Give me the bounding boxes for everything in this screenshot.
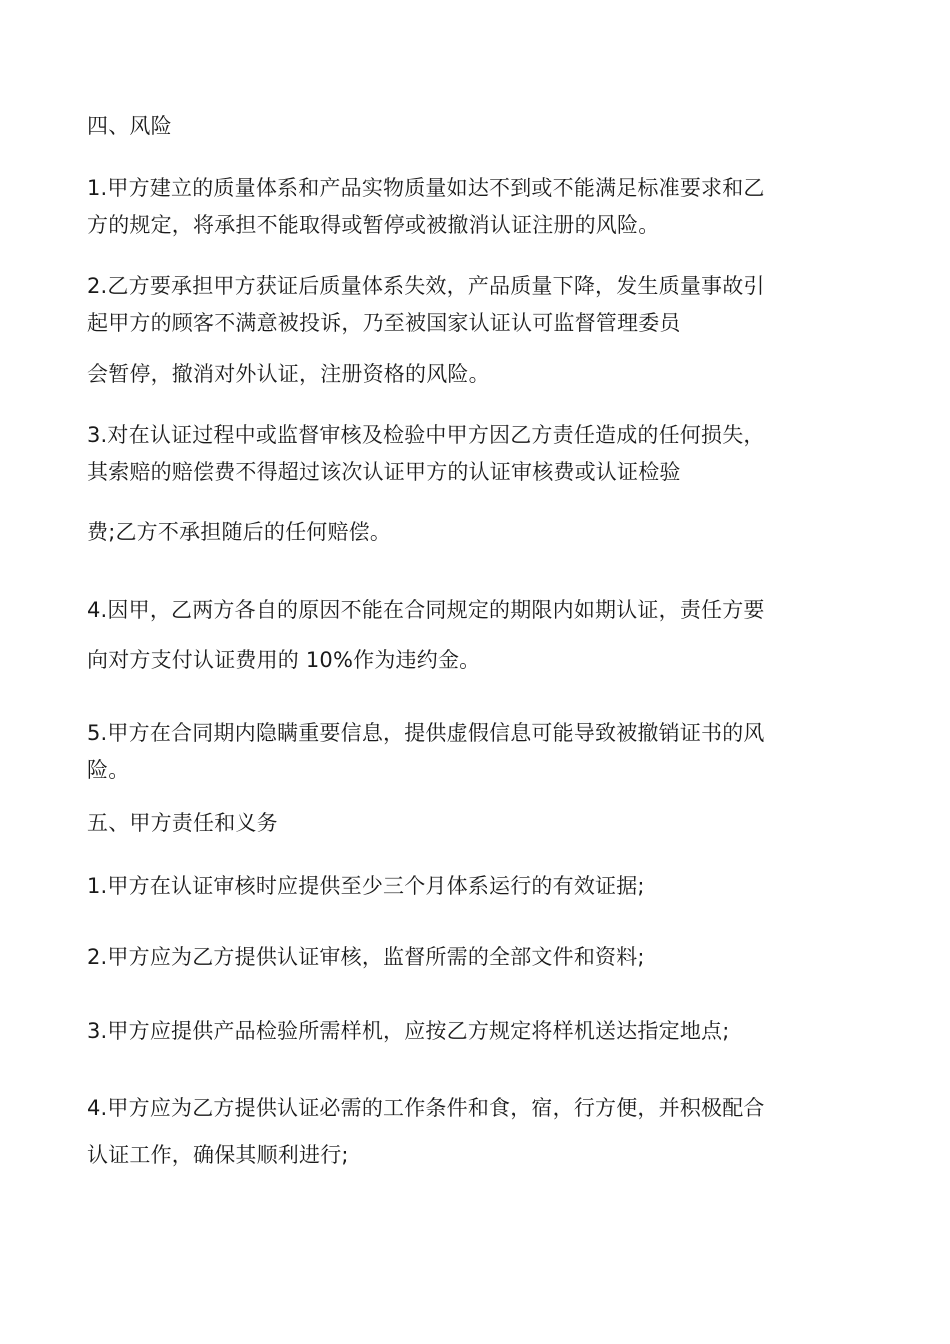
section-heading-party-a-duties: 五、甲方责任和义务 [87,811,278,835]
section-heading-risk: 四、风险 [87,114,172,138]
risk-item-5-line-2: 险。 [87,758,130,782]
duty-item-1: 1.甲方在认证审核时应提供至少三个月体系运行的有效证据; [87,874,645,898]
risk-item-1-line-2: 方的规定，将承担不能取得或暂停或被撤消认证注册的风险。 [87,213,660,237]
risk-item-4-line-2: 向对方支付认证费用的 10%作为违约金。 [87,648,481,672]
duty-item-2: 2.甲方应为乙方提供认证审核，监督所需的全部文件和资料; [87,945,645,969]
risk-item-1-line-1: 1.甲方建立的质量体系和产品实物质量如达不到或不能满足标准要求和乙 [87,176,765,200]
risk-item-3-line-3: 费;乙方不承担随后的任何赔偿。 [87,520,392,544]
risk-item-2-line-3: 会暂停，撤消对外认证，注册资格的风险。 [87,362,490,386]
risk-item-2-line-1: 2.乙方要承担甲方获证后质量体系失效，产品质量下降，发生质量事故引 [87,274,765,298]
duty-item-3: 3.甲方应提供产品检验所需样机，应按乙方规定将样机送达指定地点; [87,1019,730,1043]
risk-item-2-line-2: 起甲方的顾客不满意被投诉，乃至被国家认证认可监督管理委员 [87,311,681,335]
risk-item-5-line-1: 5.甲方在合同期内隐瞒重要信息，提供虚假信息可能导致被撤销证书的风 [87,721,765,745]
risk-item-3-line-1: 3.对在认证过程中或监督审核及检验中甲方因乙方责任造成的任何损失， [87,423,765,447]
risk-item-4-line-1: 4.因甲，乙两方各自的原因不能在合同规定的期限内如期认证，责任方要 [87,598,765,622]
duty-item-4-line-2: 认证工作，确保其顺利进行; [87,1143,349,1167]
risk-item-3-line-2: 其索赔的赔偿费不得超过该次认证甲方的认证审核费或认证检验 [87,460,681,484]
duty-item-4-line-1: 4.甲方应为乙方提供认证必需的工作条件和食，宿，行方便，并积极配合 [87,1096,765,1120]
